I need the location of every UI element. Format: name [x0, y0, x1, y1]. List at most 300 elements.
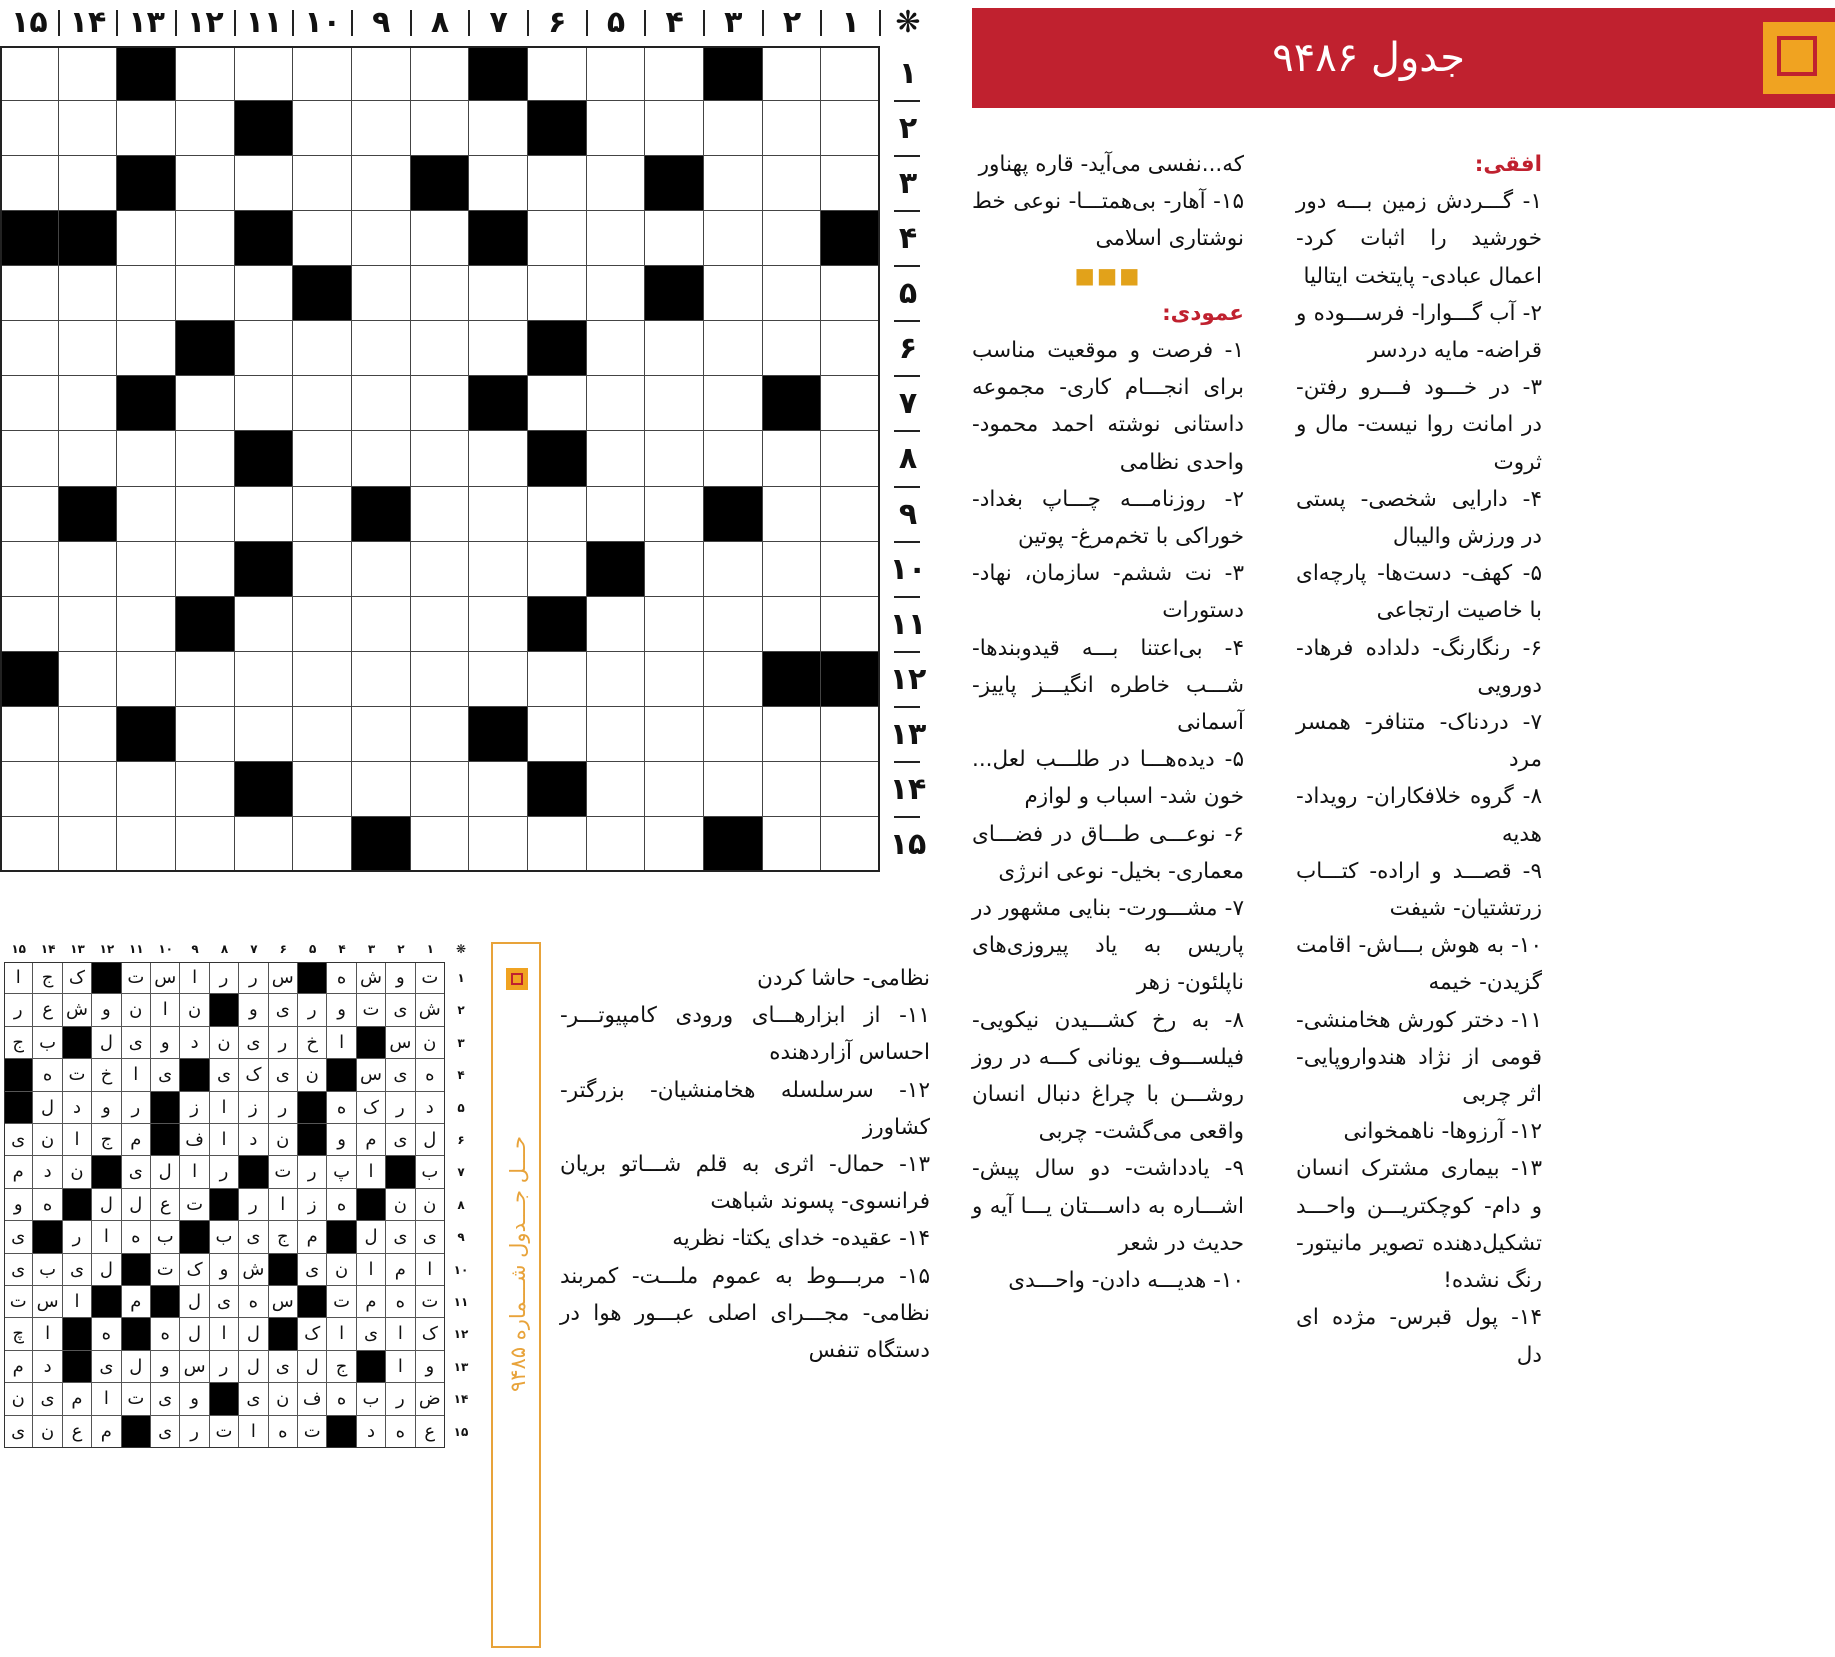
solution-cell	[92, 1156, 121, 1188]
across-clues	[1296, 146, 1542, 1374]
column-separator	[762, 10, 764, 36]
solution-cell: ی	[210, 1286, 239, 1318]
grid-cell[interactable]	[528, 431, 587, 486]
grid-cell[interactable]	[528, 266, 587, 321]
solution-cell: ل	[239, 1318, 268, 1350]
grid-cell[interactable]	[59, 431, 118, 486]
solution-logo-icon	[506, 968, 528, 990]
solution-row-number: ۴	[457, 1068, 465, 1083]
grid-cell[interactable]	[411, 266, 470, 321]
solution-cell: ا	[269, 1189, 298, 1221]
solution-row-number: ۱۴	[453, 1392, 469, 1407]
grid-cell[interactable]	[704, 321, 763, 376]
grid-cell[interactable]	[469, 762, 528, 817]
grid-cell[interactable]	[763, 46, 822, 101]
grid-cell[interactable]	[587, 321, 646, 376]
grid-cell[interactable]	[117, 211, 176, 266]
solution-cell: ر	[63, 1221, 92, 1253]
grid-cell[interactable]	[528, 156, 587, 211]
grid-cell[interactable]	[176, 266, 235, 321]
grid-cell[interactable]	[235, 762, 294, 817]
crossword-grid	[0, 46, 880, 872]
grid-cell[interactable]	[587, 211, 646, 266]
grid-cell[interactable]	[528, 652, 587, 707]
grid-cell[interactable]	[821, 762, 880, 817]
grid-cell[interactable]	[763, 266, 822, 321]
solution-cell: ن	[63, 1156, 92, 1188]
grid-cell[interactable]	[293, 101, 352, 156]
across-clue: ۱۱- دختر کورش هخامنشی- قومی از نژاد هندواروپایی- اثر چربی	[1296, 1007, 1542, 1108]
grid-cell[interactable]	[176, 817, 235, 872]
solution-cell: ع	[33, 994, 62, 1026]
solution-cell: ه	[122, 1221, 151, 1253]
grid-cell[interactable]	[587, 431, 646, 486]
grid-cell[interactable]	[704, 487, 763, 542]
grid-cell[interactable]	[235, 542, 294, 597]
grid-cell[interactable]	[528, 321, 587, 376]
solution-cell: ض	[416, 1383, 445, 1415]
grid-cell[interactable]	[469, 211, 528, 266]
across-clue: ۷- دردناک- متنافر- همسر مرد	[1296, 710, 1542, 773]
grid-cell[interactable]	[528, 46, 587, 101]
grid-cell[interactable]	[293, 597, 352, 652]
grid-cell[interactable]	[528, 817, 587, 872]
grid-cell[interactable]	[645, 321, 704, 376]
grid-cell[interactable]	[763, 101, 822, 156]
grid-cell[interactable]	[469, 321, 528, 376]
solution-cell	[386, 1156, 415, 1188]
grid-cell[interactable]	[235, 652, 294, 707]
solution-row-number: ۵	[457, 1100, 465, 1115]
grid-cell[interactable]	[645, 652, 704, 707]
grid-cell[interactable]	[59, 652, 118, 707]
grid-cell[interactable]	[469, 487, 528, 542]
grid-cell[interactable]	[411, 542, 470, 597]
grid-cell[interactable]	[117, 652, 176, 707]
grid-cell[interactable]	[293, 376, 352, 431]
grid-cell[interactable]	[176, 156, 235, 211]
down-clue: ۶- نوعـــی طـــاق در فضـــای معماری- بخیل- نوعی انرژی	[972, 821, 1244, 884]
grid-cell[interactable]	[176, 597, 235, 652]
grid-cell[interactable]	[587, 817, 646, 872]
grid-cell[interactable]	[411, 597, 470, 652]
grid-cell[interactable]	[763, 542, 822, 597]
grid-cell[interactable]	[469, 101, 528, 156]
grid-cell[interactable]	[704, 156, 763, 211]
solution-cell: ت	[122, 1383, 151, 1415]
grid-cell[interactable]	[117, 762, 176, 817]
solution-cell	[63, 1189, 92, 1221]
solution-column-number: ۹	[191, 942, 199, 956]
grid-cell[interactable]	[59, 487, 118, 542]
grid-cell[interactable]	[59, 707, 118, 762]
solution-column-number: ۱۱	[128, 942, 144, 956]
grid-cell[interactable]	[469, 156, 528, 211]
grid-cell[interactable]	[176, 46, 235, 101]
grid-cell[interactable]	[59, 597, 118, 652]
grid-cell[interactable]	[352, 652, 411, 707]
grid-cell[interactable]	[352, 266, 411, 321]
grid-cell[interactable]	[293, 156, 352, 211]
solution-column-number: ۳	[367, 942, 376, 956]
row-separator	[894, 651, 920, 653]
grid-cell[interactable]	[117, 431, 176, 486]
grid-cell[interactable]	[59, 101, 118, 156]
grid-cell[interactable]	[411, 707, 470, 762]
solution-cell: م	[92, 1416, 121, 1448]
grid-cell[interactable]	[0, 817, 59, 872]
grid-cell[interactable]	[528, 542, 587, 597]
grid-cell[interactable]	[645, 487, 704, 542]
grid-cell[interactable]	[411, 101, 470, 156]
grid-cell[interactable]	[704, 211, 763, 266]
grid-cell[interactable]	[704, 46, 763, 101]
grid-cell[interactable]	[411, 156, 470, 211]
grid-cell[interactable]	[117, 597, 176, 652]
grid-cell[interactable]	[821, 542, 880, 597]
grid-cell[interactable]	[528, 762, 587, 817]
grid-cell[interactable]	[528, 376, 587, 431]
grid-cell[interactable]	[59, 376, 118, 431]
solution-cell: ت	[416, 1286, 445, 1318]
grid-cell[interactable]	[0, 652, 59, 707]
grid-cell[interactable]	[587, 707, 646, 762]
grid-cell[interactable]	[176, 762, 235, 817]
solution-cell: ف	[298, 1383, 327, 1415]
grid-cell[interactable]	[235, 376, 294, 431]
across-list	[1296, 183, 1542, 1374]
grid-cell[interactable]	[352, 762, 411, 817]
grid-cell[interactable]	[235, 156, 294, 211]
down-clue: ۴- بی‌اعتنا بـــه قیدوبندها- شـــب خاطره انگیـــز پاییز- آسمانی	[972, 635, 1244, 736]
grid-cell[interactable]	[235, 597, 294, 652]
grid-cell[interactable]	[117, 542, 176, 597]
grid-cell[interactable]	[176, 542, 235, 597]
solution-cell	[357, 1027, 386, 1059]
solution-cell: ی	[386, 1059, 415, 1091]
solution-cell: ج	[327, 1351, 356, 1383]
grid-cell[interactable]	[352, 542, 411, 597]
grid-cell[interactable]	[352, 321, 411, 376]
grid-cell[interactable]	[469, 542, 528, 597]
grid-cell[interactable]	[235, 707, 294, 762]
grid-cell[interactable]	[293, 652, 352, 707]
grid-cell[interactable]	[821, 156, 880, 211]
grid-cell[interactable]	[763, 597, 822, 652]
grid-cell[interactable]	[763, 762, 822, 817]
grid-cell[interactable]	[587, 652, 646, 707]
grid-cell[interactable]	[587, 542, 646, 597]
solution-cell: د	[33, 1156, 62, 1188]
solution-cell: ب	[151, 1221, 180, 1253]
grid-cell[interactable]	[645, 542, 704, 597]
grid-cell[interactable]	[235, 487, 294, 542]
grid-cell[interactable]	[645, 101, 704, 156]
grid-cell[interactable]	[587, 762, 646, 817]
grid-cell[interactable]	[59, 156, 118, 211]
grid-cell[interactable]	[59, 321, 118, 376]
grid-cell[interactable]	[645, 46, 704, 101]
grid-cell[interactable]	[821, 46, 880, 101]
grid-cell[interactable]	[0, 321, 59, 376]
grid-cell[interactable]	[704, 652, 763, 707]
grid-cell[interactable]	[117, 321, 176, 376]
grid-cell[interactable]	[821, 321, 880, 376]
grid-cell[interactable]	[352, 211, 411, 266]
across-clue: ۴- دارایی شخصی- پستی در ورزش والیبال	[1296, 486, 1542, 550]
solution-cell: ه	[327, 1092, 356, 1124]
grid-cell[interactable]	[411, 431, 470, 486]
across-clue: ۱۵- آهار- بی‌همتـــا- نوعی خط نوشتاری اسلامی	[972, 189, 1244, 252]
column-separator	[116, 10, 118, 36]
solution-cell: ن	[180, 994, 209, 1026]
grid-cell[interactable]	[293, 542, 352, 597]
grid-cell[interactable]	[411, 487, 470, 542]
grid-cell[interactable]	[763, 321, 822, 376]
solution-cell: ک	[357, 1092, 386, 1124]
grid-cell[interactable]	[528, 211, 587, 266]
column-number: ۱۵	[11, 5, 48, 40]
grid-cell[interactable]	[645, 156, 704, 211]
solution-cell	[63, 1351, 92, 1383]
grid-cell[interactable]	[587, 487, 646, 542]
grid-cell[interactable]	[469, 817, 528, 872]
grid-cell[interactable]	[411, 211, 470, 266]
grid-cell[interactable]	[352, 46, 411, 101]
grid-cell[interactable]	[821, 266, 880, 321]
solution-cell: م	[63, 1383, 92, 1415]
grid-cell[interactable]	[293, 762, 352, 817]
grid-cell[interactable]	[587, 156, 646, 211]
row-separator	[894, 816, 920, 818]
grid-cell[interactable]	[117, 817, 176, 872]
column-separator	[292, 10, 294, 36]
grid-cell[interactable]	[411, 376, 470, 431]
solution-cell: ا	[180, 1156, 209, 1188]
grid-cell[interactable]	[645, 431, 704, 486]
grid-cell[interactable]	[763, 487, 822, 542]
grid-cell[interactable]	[821, 431, 880, 486]
grid-cell[interactable]	[645, 597, 704, 652]
grid-cell[interactable]	[821, 487, 880, 542]
grid-cell[interactable]	[0, 266, 59, 321]
grid-cell[interactable]	[469, 652, 528, 707]
grid-cell[interactable]	[704, 542, 763, 597]
solution-cell: ل	[122, 1189, 151, 1221]
grid-cell[interactable]	[645, 762, 704, 817]
grid-cell[interactable]	[821, 597, 880, 652]
grid-cell[interactable]	[469, 46, 528, 101]
grid-cell[interactable]	[587, 266, 646, 321]
grid-cell[interactable]	[293, 707, 352, 762]
grid-cell[interactable]	[352, 376, 411, 431]
grid-cell[interactable]	[704, 707, 763, 762]
grid-cell[interactable]	[117, 376, 176, 431]
grid-cell[interactable]	[235, 266, 294, 321]
grid-cell[interactable]	[411, 817, 470, 872]
grid-cell[interactable]	[235, 431, 294, 486]
grid-cell[interactable]	[0, 211, 59, 266]
grid-cell[interactable]	[469, 266, 528, 321]
grid-cell[interactable]	[59, 46, 118, 101]
grid-cell[interactable]	[117, 487, 176, 542]
solution-cell: ی	[4, 1221, 33, 1253]
grid-cell[interactable]	[411, 652, 470, 707]
grid-cell[interactable]	[117, 266, 176, 321]
grid-cell[interactable]	[528, 487, 587, 542]
solution-cell: ن	[269, 1124, 298, 1156]
grid-cell[interactable]	[645, 707, 704, 762]
grid-cell[interactable]	[821, 817, 880, 872]
grid-cell[interactable]	[0, 597, 59, 652]
grid-cell[interactable]	[59, 762, 118, 817]
grid-cell[interactable]	[352, 817, 411, 872]
solution-cell: ا	[63, 1124, 92, 1156]
grid-cell[interactable]	[0, 762, 59, 817]
grid-cell[interactable]	[821, 211, 880, 266]
grid-cell[interactable]	[469, 707, 528, 762]
column-number: ۶	[548, 5, 567, 40]
solution-cell: ی	[269, 1351, 298, 1383]
grid-cell[interactable]	[293, 211, 352, 266]
grid-cell[interactable]	[763, 211, 822, 266]
solution-row-headers	[446, 962, 476, 1448]
solution-cell	[357, 1189, 386, 1221]
grid-cell[interactable]	[704, 817, 763, 872]
grid-cell[interactable]	[117, 156, 176, 211]
grid-cell[interactable]	[411, 46, 470, 101]
solution-cell: ل	[92, 1027, 121, 1059]
grid-cell[interactable]	[528, 597, 587, 652]
grid-cell[interactable]	[293, 266, 352, 321]
grid-cell[interactable]	[352, 101, 411, 156]
grid-cell[interactable]	[176, 321, 235, 376]
grid-cell[interactable]	[293, 321, 352, 376]
solution-cell: ا	[210, 1092, 239, 1124]
grid-cell[interactable]	[117, 707, 176, 762]
solution-column-number: ۱۵	[11, 942, 27, 956]
grid-cell[interactable]	[645, 266, 704, 321]
grid-cell[interactable]	[821, 652, 880, 707]
grid-cell[interactable]	[0, 101, 59, 156]
grid-cell[interactable]	[645, 376, 704, 431]
grid-cell[interactable]	[0, 156, 59, 211]
solution-cell: و	[239, 994, 268, 1026]
grid-cell[interactable]	[821, 101, 880, 156]
grid-cell[interactable]	[293, 817, 352, 872]
grid-cell[interactable]	[469, 597, 528, 652]
grid-cell[interactable]	[528, 101, 587, 156]
column-separator	[703, 10, 705, 36]
solution-cell	[92, 962, 121, 994]
grid-cell[interactable]	[0, 431, 59, 486]
grid-cell[interactable]	[821, 707, 880, 762]
solution-cell: م	[298, 1221, 327, 1253]
grid-cell[interactable]	[0, 707, 59, 762]
grid-cell[interactable]	[587, 101, 646, 156]
grid-cell[interactable]	[176, 707, 235, 762]
grid-cell[interactable]	[821, 376, 880, 431]
grid-cell[interactable]	[352, 156, 411, 211]
grid-cell[interactable]	[0, 487, 59, 542]
solution-cell: ی	[151, 1416, 180, 1448]
grid-cell[interactable]	[763, 156, 822, 211]
grid-cell[interactable]	[0, 542, 59, 597]
grid-cell[interactable]	[235, 321, 294, 376]
grid-cell[interactable]	[763, 707, 822, 762]
grid-cell[interactable]	[352, 487, 411, 542]
down-clue: ۱۳- حمال- اثری به قلم شـــاتو بریان فرانسوی- پسوند شباهت	[560, 1152, 930, 1215]
grid-cell[interactable]	[352, 431, 411, 486]
grid-cell[interactable]	[411, 321, 470, 376]
solution-cell: ل	[33, 1092, 62, 1124]
grid-cell[interactable]	[704, 762, 763, 817]
grid-cell[interactable]	[117, 101, 176, 156]
grid-cell[interactable]	[763, 817, 822, 872]
grid-cell[interactable]	[587, 376, 646, 431]
grid-cell[interactable]	[528, 707, 587, 762]
grid-cell[interactable]	[235, 817, 294, 872]
grid-cell[interactable]	[704, 376, 763, 431]
grid-cell[interactable]	[117, 46, 176, 101]
grid-cell[interactable]	[176, 101, 235, 156]
grid-cell[interactable]	[293, 46, 352, 101]
grid-cell[interactable]	[645, 211, 704, 266]
grid-cell[interactable]	[0, 46, 59, 101]
grid-cell[interactable]	[235, 46, 294, 101]
grid-cell[interactable]	[59, 266, 118, 321]
grid-cell[interactable]	[587, 46, 646, 101]
grid-cell[interactable]	[587, 597, 646, 652]
grid-cell[interactable]	[704, 597, 763, 652]
grid-cell[interactable]	[293, 431, 352, 486]
grid-cell[interactable]	[176, 487, 235, 542]
grid-cell[interactable]	[645, 817, 704, 872]
grid-cell[interactable]	[235, 101, 294, 156]
grid-cell[interactable]	[763, 652, 822, 707]
solution-cell: س	[33, 1286, 62, 1318]
grid-cell[interactable]	[176, 431, 235, 486]
grid-cell[interactable]	[235, 211, 294, 266]
grid-cell[interactable]	[763, 376, 822, 431]
column-number: ۱	[841, 5, 860, 40]
solution-cell: م	[122, 1286, 151, 1318]
grid-cell[interactable]	[704, 431, 763, 486]
grid-cell[interactable]	[176, 211, 235, 266]
solution-label-panel	[491, 942, 541, 1648]
grid-cell[interactable]	[352, 597, 411, 652]
solution-cell: ب	[33, 1027, 62, 1059]
grid-cell[interactable]	[469, 376, 528, 431]
grid-cell[interactable]	[59, 817, 118, 872]
grid-cell[interactable]	[704, 266, 763, 321]
grid-cell[interactable]	[704, 101, 763, 156]
grid-cell[interactable]	[469, 431, 528, 486]
solution-cell: و	[92, 1092, 121, 1124]
grid-cell[interactable]	[0, 376, 59, 431]
grid-cell[interactable]	[59, 542, 118, 597]
grid-cell[interactable]	[59, 211, 118, 266]
grid-cell[interactable]	[176, 652, 235, 707]
grid-cell[interactable]	[352, 707, 411, 762]
grid-cell[interactable]	[411, 762, 470, 817]
grid-cell[interactable]	[763, 431, 822, 486]
solution-cell: ز	[239, 1092, 268, 1124]
grid-cell[interactable]	[176, 376, 235, 431]
grid-cell[interactable]	[293, 487, 352, 542]
row-number: ۱۲	[889, 661, 927, 697]
solution-cell: ن	[4, 1383, 33, 1415]
